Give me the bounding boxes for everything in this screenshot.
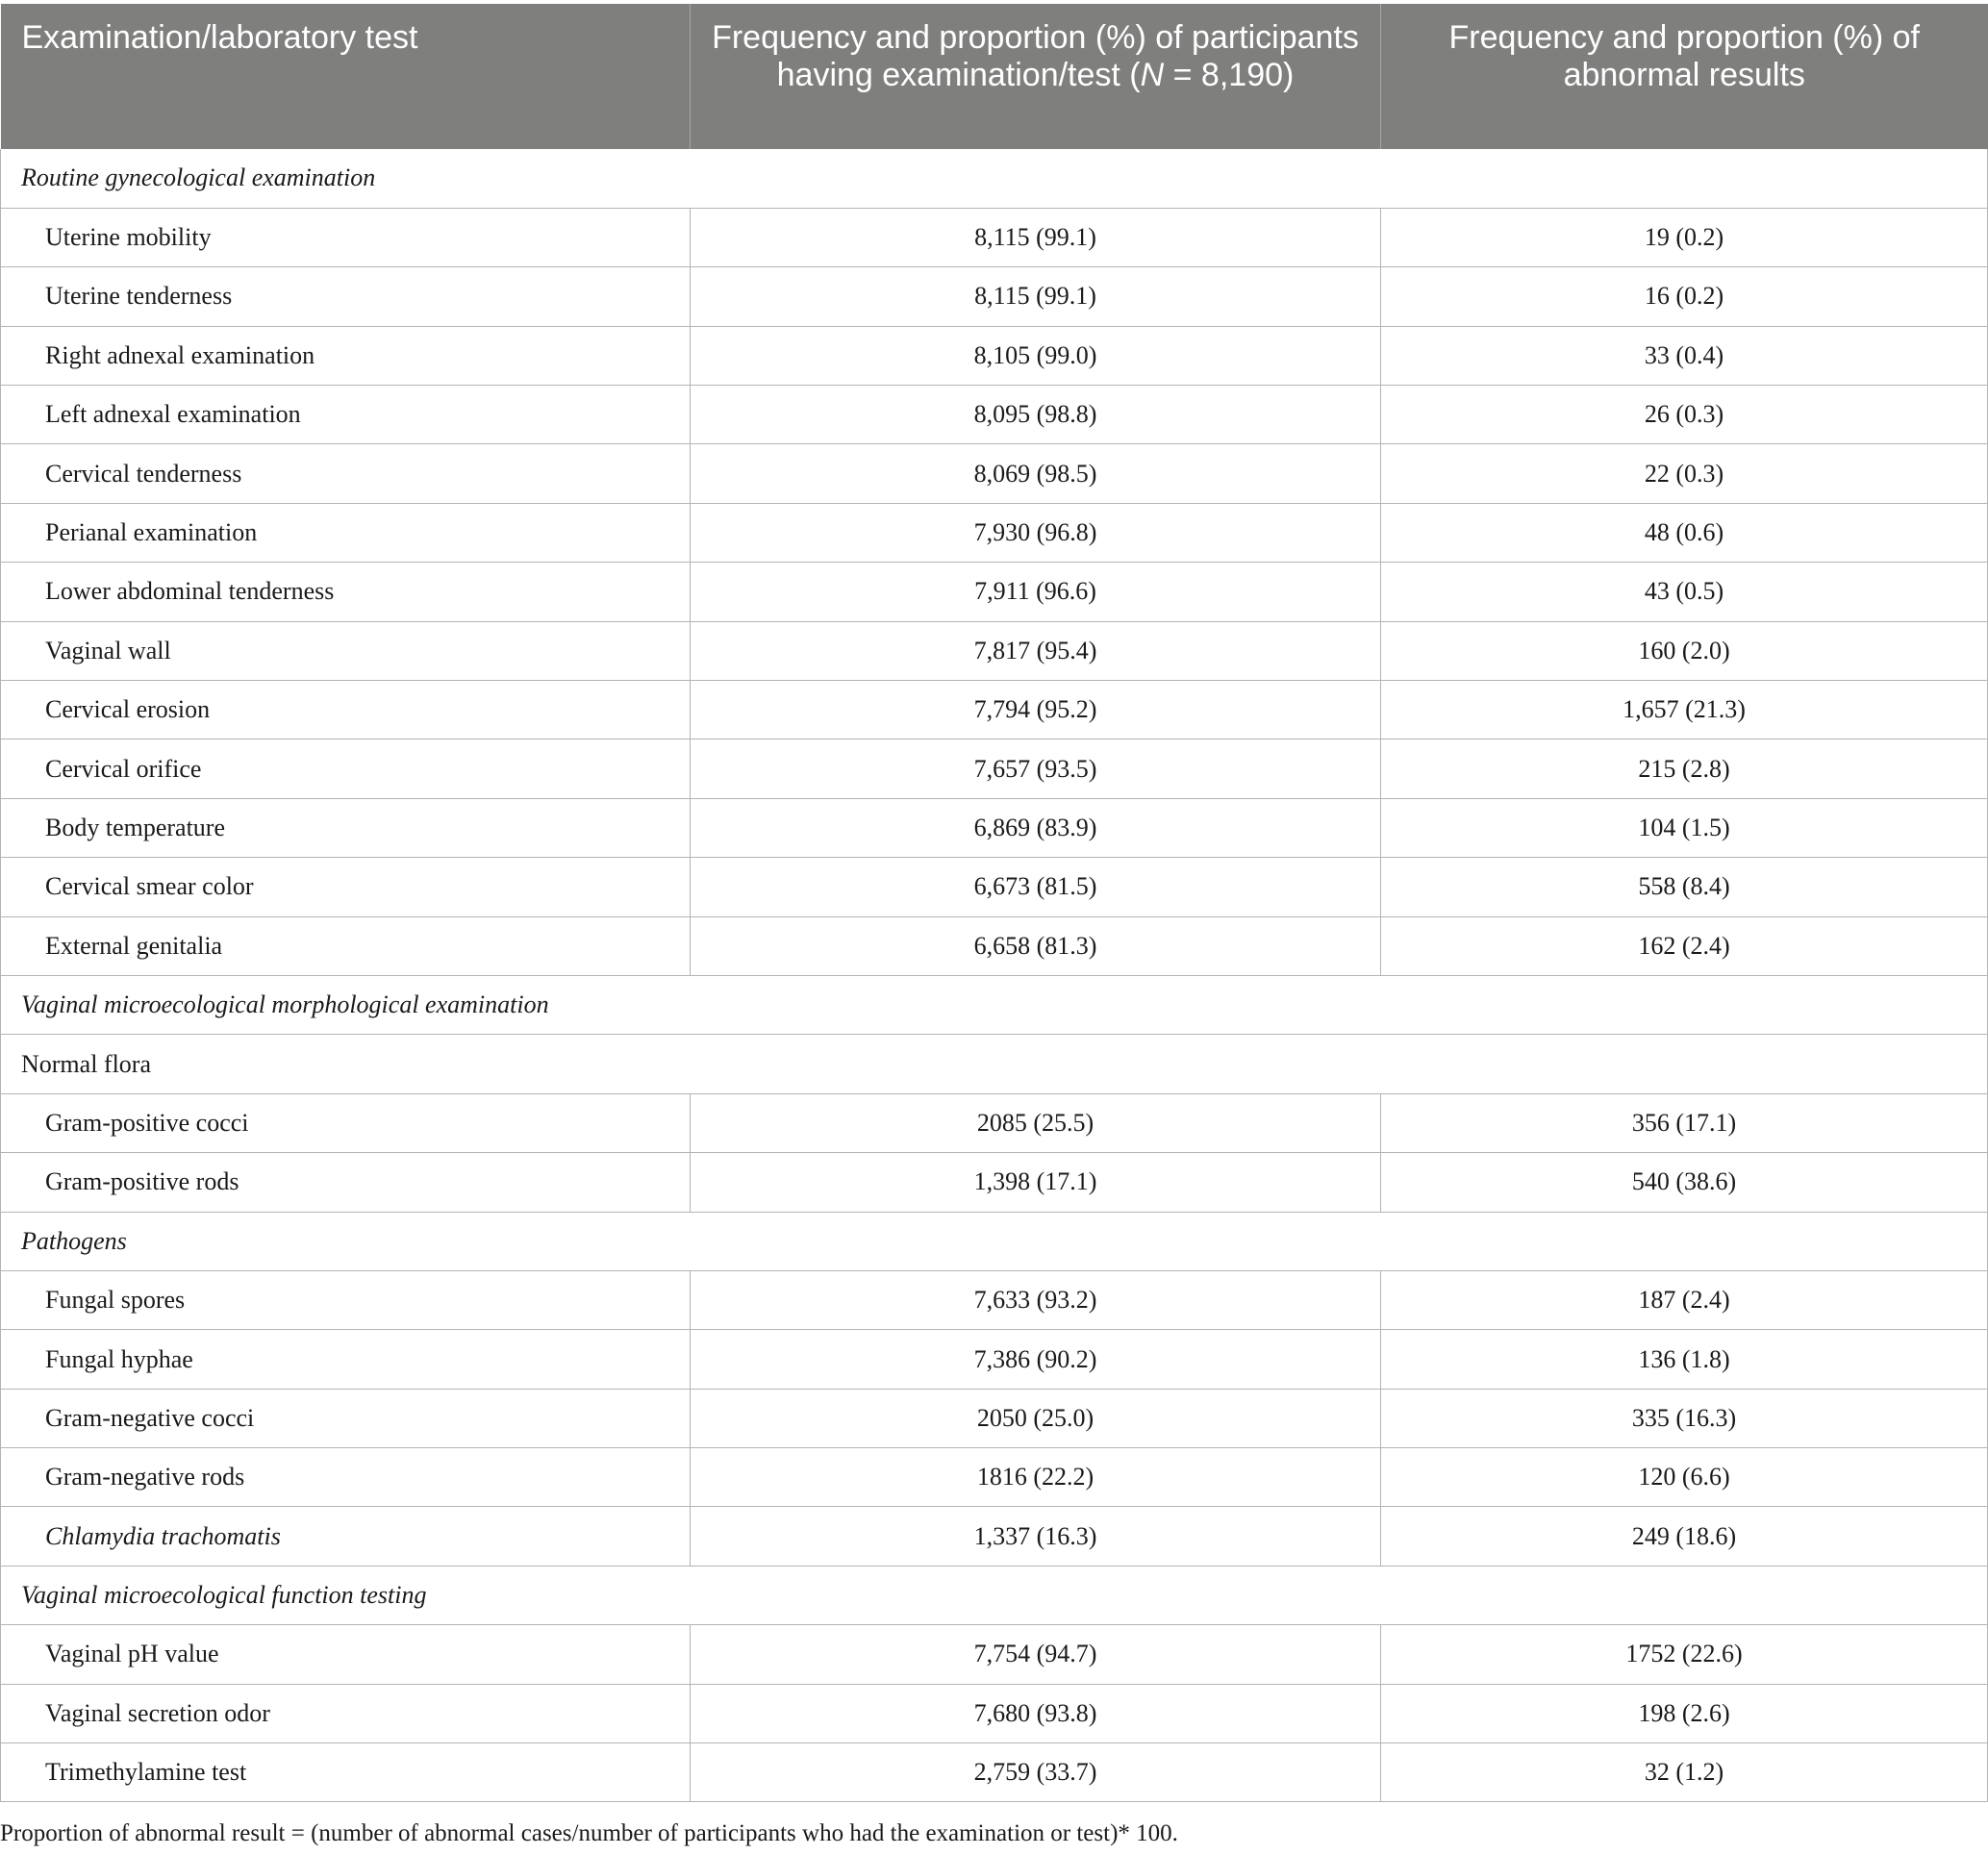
row-label: Cervical tenderness [1,444,691,503]
table-row [1,1153,1988,1212]
row-label: Chlamydia trachomatis [1,1507,691,1566]
row-label: Cervical orifice [1,739,691,798]
section-label: Pathogens [1,1212,1988,1270]
table-footnote: Proportion of abnormal result = (number of abnormal cases/number of participants who had the examination or test)* 100. [0,1820,1178,1846]
table-header [1,4,1988,149]
row-label: Vaginal secretion odor [1,1684,691,1742]
row-label: Body temperature [1,798,691,857]
participants-value: 8,115 (99.1) [691,208,1381,266]
abnormal-value: 160 (2.0) [1381,621,1988,680]
table-row [1,444,1988,503]
table-row [1,1270,1988,1329]
row-label: Gram-negative cocci [1,1389,691,1447]
abnormal-value: 43 (0.5) [1381,563,1988,621]
header-participants [691,4,1381,149]
header-examination: Examination/laboratory test [1,4,691,149]
row-label: Lower abdominal tenderness [1,563,691,621]
section-row [1,975,1988,1034]
participants-value: 7,633 (93.2) [691,1270,1381,1329]
row-label: Uterine tenderness [1,267,691,326]
abnormal-value: 104 (1.5) [1381,798,1988,857]
abnormal-value: 558 (8.4) [1381,858,1988,916]
abnormal-value: 540 (38.6) [1381,1153,1988,1212]
table-row [1,1330,1988,1389]
row-label: Uterine mobility [1,208,691,266]
abnormal-value: 19 (0.2) [1381,208,1988,266]
table-row [1,1448,1988,1507]
participants-value: 6,869 (83.9) [691,798,1381,857]
table-row [1,858,1988,916]
section-label: Vaginal microecological morphological examination [1,975,1988,1034]
table-row [1,1743,1988,1802]
abnormal-value: 187 (2.4) [1381,1270,1988,1329]
abnormal-value: 22 (0.3) [1381,444,1988,503]
participants-value: 7,386 (90.2) [691,1330,1381,1389]
participants-value: 2,759 (33.7) [691,1743,1381,1802]
participants-value: 7,911 (96.6) [691,563,1381,621]
table-row [1,208,1988,266]
participants-value: 2050 (25.0) [691,1389,1381,1447]
participants-value: 1816 (22.2) [691,1448,1381,1507]
participants-value: 7,680 (93.8) [691,1684,1381,1742]
table-body [1,149,1988,1802]
table-row [1,739,1988,798]
abnormal-value: 356 (17.1) [1381,1093,1988,1152]
participants-value: 7,794 (95.2) [691,681,1381,739]
row-label: Gram-negative rods [1,1448,691,1507]
abnormal-value: 136 (1.8) [1381,1330,1988,1389]
header-n-value: = 8,190) [1164,57,1295,93]
row-label: Trimethylamine test [1,1743,691,1802]
abnormal-value: 215 (2.8) [1381,739,1988,798]
participants-value: 6,673 (81.5) [691,858,1381,916]
table-row [1,681,1988,739]
row-label: Fungal hyphae [1,1330,691,1389]
participants-value: 7,754 (94.7) [691,1625,1381,1684]
row-label: Cervical smear color [1,858,691,916]
abnormal-value: 32 (1.2) [1381,1743,1988,1802]
row-label: External genitalia [1,916,691,975]
abnormal-value: 48 (0.6) [1381,503,1988,562]
table-row [1,1625,1988,1684]
table-row [1,267,1988,326]
abnormal-value: 16 (0.2) [1381,267,1988,326]
row-label: Fungal spores [1,1270,691,1329]
table-row [1,503,1988,562]
participants-value: 1,337 (16.3) [691,1507,1381,1566]
participants-value: 1,398 (17.1) [691,1153,1381,1212]
abnormal-value: 1752 (22.6) [1381,1625,1988,1684]
row-label: Right adnexal examination [1,326,691,385]
section-row [1,1035,1988,1093]
table-row [1,798,1988,857]
participants-value: 8,069 (98.5) [691,444,1381,503]
table-row [1,1389,1988,1447]
participants-value: 7,657 (93.5) [691,739,1381,798]
participants-value: 8,095 (98.8) [691,386,1381,444]
participants-value: 8,115 (99.1) [691,267,1381,326]
table-row [1,1684,1988,1742]
table-row [1,916,1988,975]
abnormal-value: 198 (2.6) [1381,1684,1988,1742]
row-label: Gram-positive cocci [1,1093,691,1152]
section-label: Routine gynecological examination [1,149,1988,208]
participants-value: 8,105 (99.0) [691,326,1381,385]
abnormal-value: 162 (2.4) [1381,916,1988,975]
row-label: Vaginal wall [1,621,691,680]
participants-value: 7,930 (96.8) [691,503,1381,562]
table-row [1,1093,1988,1152]
table-row [1,1507,1988,1566]
header-n-label: N [1140,57,1165,93]
section-row [1,1212,1988,1270]
row-label: Gram-positive rods [1,1153,691,1212]
section-label: Normal flora [1,1035,1988,1093]
header-abnormal: Frequency and proportion (%) of abnormal results [1381,4,1988,149]
header-row [1,4,1988,149]
table-row [1,326,1988,385]
row-label: Cervical erosion [1,681,691,739]
abnormal-value: 33 (0.4) [1381,326,1988,385]
section-row [1,1566,1988,1624]
table-row [1,386,1988,444]
participants-value: 6,658 (81.3) [691,916,1381,975]
row-label: Left adnexal examination [1,386,691,444]
abnormal-value: 1,657 (21.3) [1381,681,1988,739]
section-label: Vaginal microecological function testing [1,1566,1988,1624]
row-label: Perianal examination [1,503,691,562]
table-row [1,621,1988,680]
abnormal-value: 335 (16.3) [1381,1389,1988,1447]
abnormal-value: 26 (0.3) [1381,386,1988,444]
table-row [1,563,1988,621]
section-row [1,149,1988,208]
participants-value: 7,817 (95.4) [691,621,1381,680]
participants-value: 2085 (25.5) [691,1093,1381,1152]
abnormal-value: 249 (18.6) [1381,1507,1988,1566]
abnormal-value: 120 (6.6) [1381,1448,1988,1507]
header-participants-text: Frequency and proportion (%) of participants having examination/test ( [712,19,1359,93]
row-label: Vaginal pH value [1,1625,691,1684]
results-table [0,4,1988,1802]
